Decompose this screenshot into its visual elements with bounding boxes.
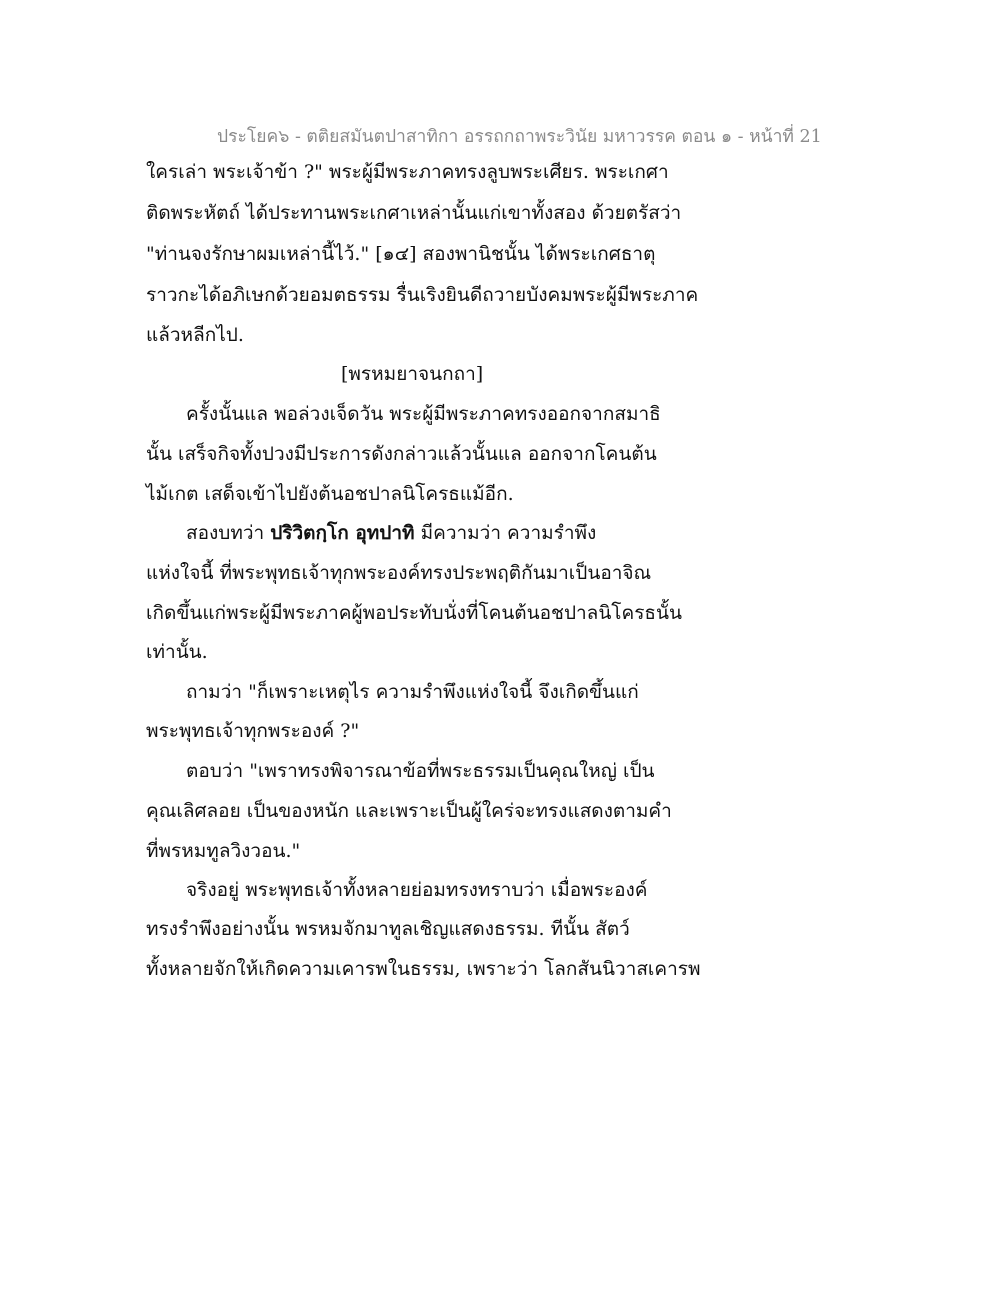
text-span: สองบทว่า	[186, 522, 271, 544]
text-line: ติดพระหัตถ์ ได้ประทานพระเกศาเหล่านั้นแก่เขาทั้งสอง ด้วยตรัสว่า	[146, 202, 682, 224]
text-line: ไม้เกต เสด็จเข้าไปยังต้นอชปาลนิโครธแม้อีก.	[146, 483, 514, 505]
text-line: ทรงรำพึงอย่างนั้น พรหมจักมาทูลเชิญแสดงธรรม. ทีนั้น สัตว์	[146, 918, 630, 940]
paragraph-first-line: ครั้งนั้นแล พอล่วงเจ็ดวัน พระผู้มีพระภาคทรงออกจากสมาธิ	[186, 403, 661, 425]
text-line: พระพุทธเจ้าทุกพระองค์ ?"	[146, 720, 360, 742]
page-header: ประโยค๖ - ตติยสมันตปาสาทิกา อรรถกถาพระวินัย มหาวรรค ตอน ๑ - หน้าที่ 21	[217, 127, 822, 147]
pali-term: ปริวิตกฺโก อุทปาทิ	[270, 522, 415, 544]
paragraph-first-line: จริงอยู่ พระพุทธเจ้าทั้งหลายย่อมทรงทราบว่า เมื่อพระองค์	[186, 879, 648, 901]
text-line: เกิดขึ้นแก่พระผู้มีพระภาคผู้พอประทับนั่งที่โคนต้นอชปาลนิโครธนั้น	[146, 602, 682, 624]
section-heading: [พรหมยาจนกถา]	[341, 363, 484, 385]
text-line: ที่พรหมทูลวิงวอน."	[146, 840, 301, 862]
text-line: "ท่านจงรักษาผมเหล่านี้ไว้." [๑๔] สองพานิชนั้น ได้พระเกศธาตุ	[146, 243, 656, 265]
text-line: ทั้งหลายจักให้เกิดความเคารพในธรรม, เพราะว่า โลกสันนิวาสเคารพ	[146, 958, 701, 980]
text-line: แล้วหลีกไป.	[146, 324, 244, 346]
paragraph-first-line	[186, 520, 596, 546]
text-line: แห่งใจนี้ ที่พระพุทธเจ้าทุกพระองค์ทรงประพฤติกันมาเป็นอาจิณ	[146, 562, 652, 584]
paragraph-first-line: ตอบว่า "เพราทรงพิจารณาข้อที่พระธรรมเป็นคุณใหญ่ เป็น	[186, 760, 655, 782]
text-line: เท่านั้น.	[146, 641, 208, 663]
text-line: ราวกะได้อภิเษกด้วยอมตธรรม รื่นเริงยินดีถวายบังคมพระผู้มีพระภาค	[146, 284, 699, 306]
text-line: นั้น เสร็จกิจทั้งปวงมีประการดังกล่าวแล้วนั้นแล ออกจากโคนต้น	[146, 443, 657, 465]
text-span: มีความว่า ความรำพึง	[414, 522, 597, 544]
text-line: คุณเลิศลอย เป็นของหนัก และเพราะเป็นผู้ใคร่จะทรงแสดงตามคำ	[146, 800, 672, 822]
text-line: ใครเล่า พระเจ้าข้า ?" พระผู้มีพระภาคทรงลูบพระเศียร. พระเกศา	[146, 161, 669, 183]
paragraph-first-line: ถามว่า "ก็เพราะเหตุไร ความรำพึงแห่งใจนี้ จึงเกิดขึ้นแก่	[186, 681, 639, 703]
